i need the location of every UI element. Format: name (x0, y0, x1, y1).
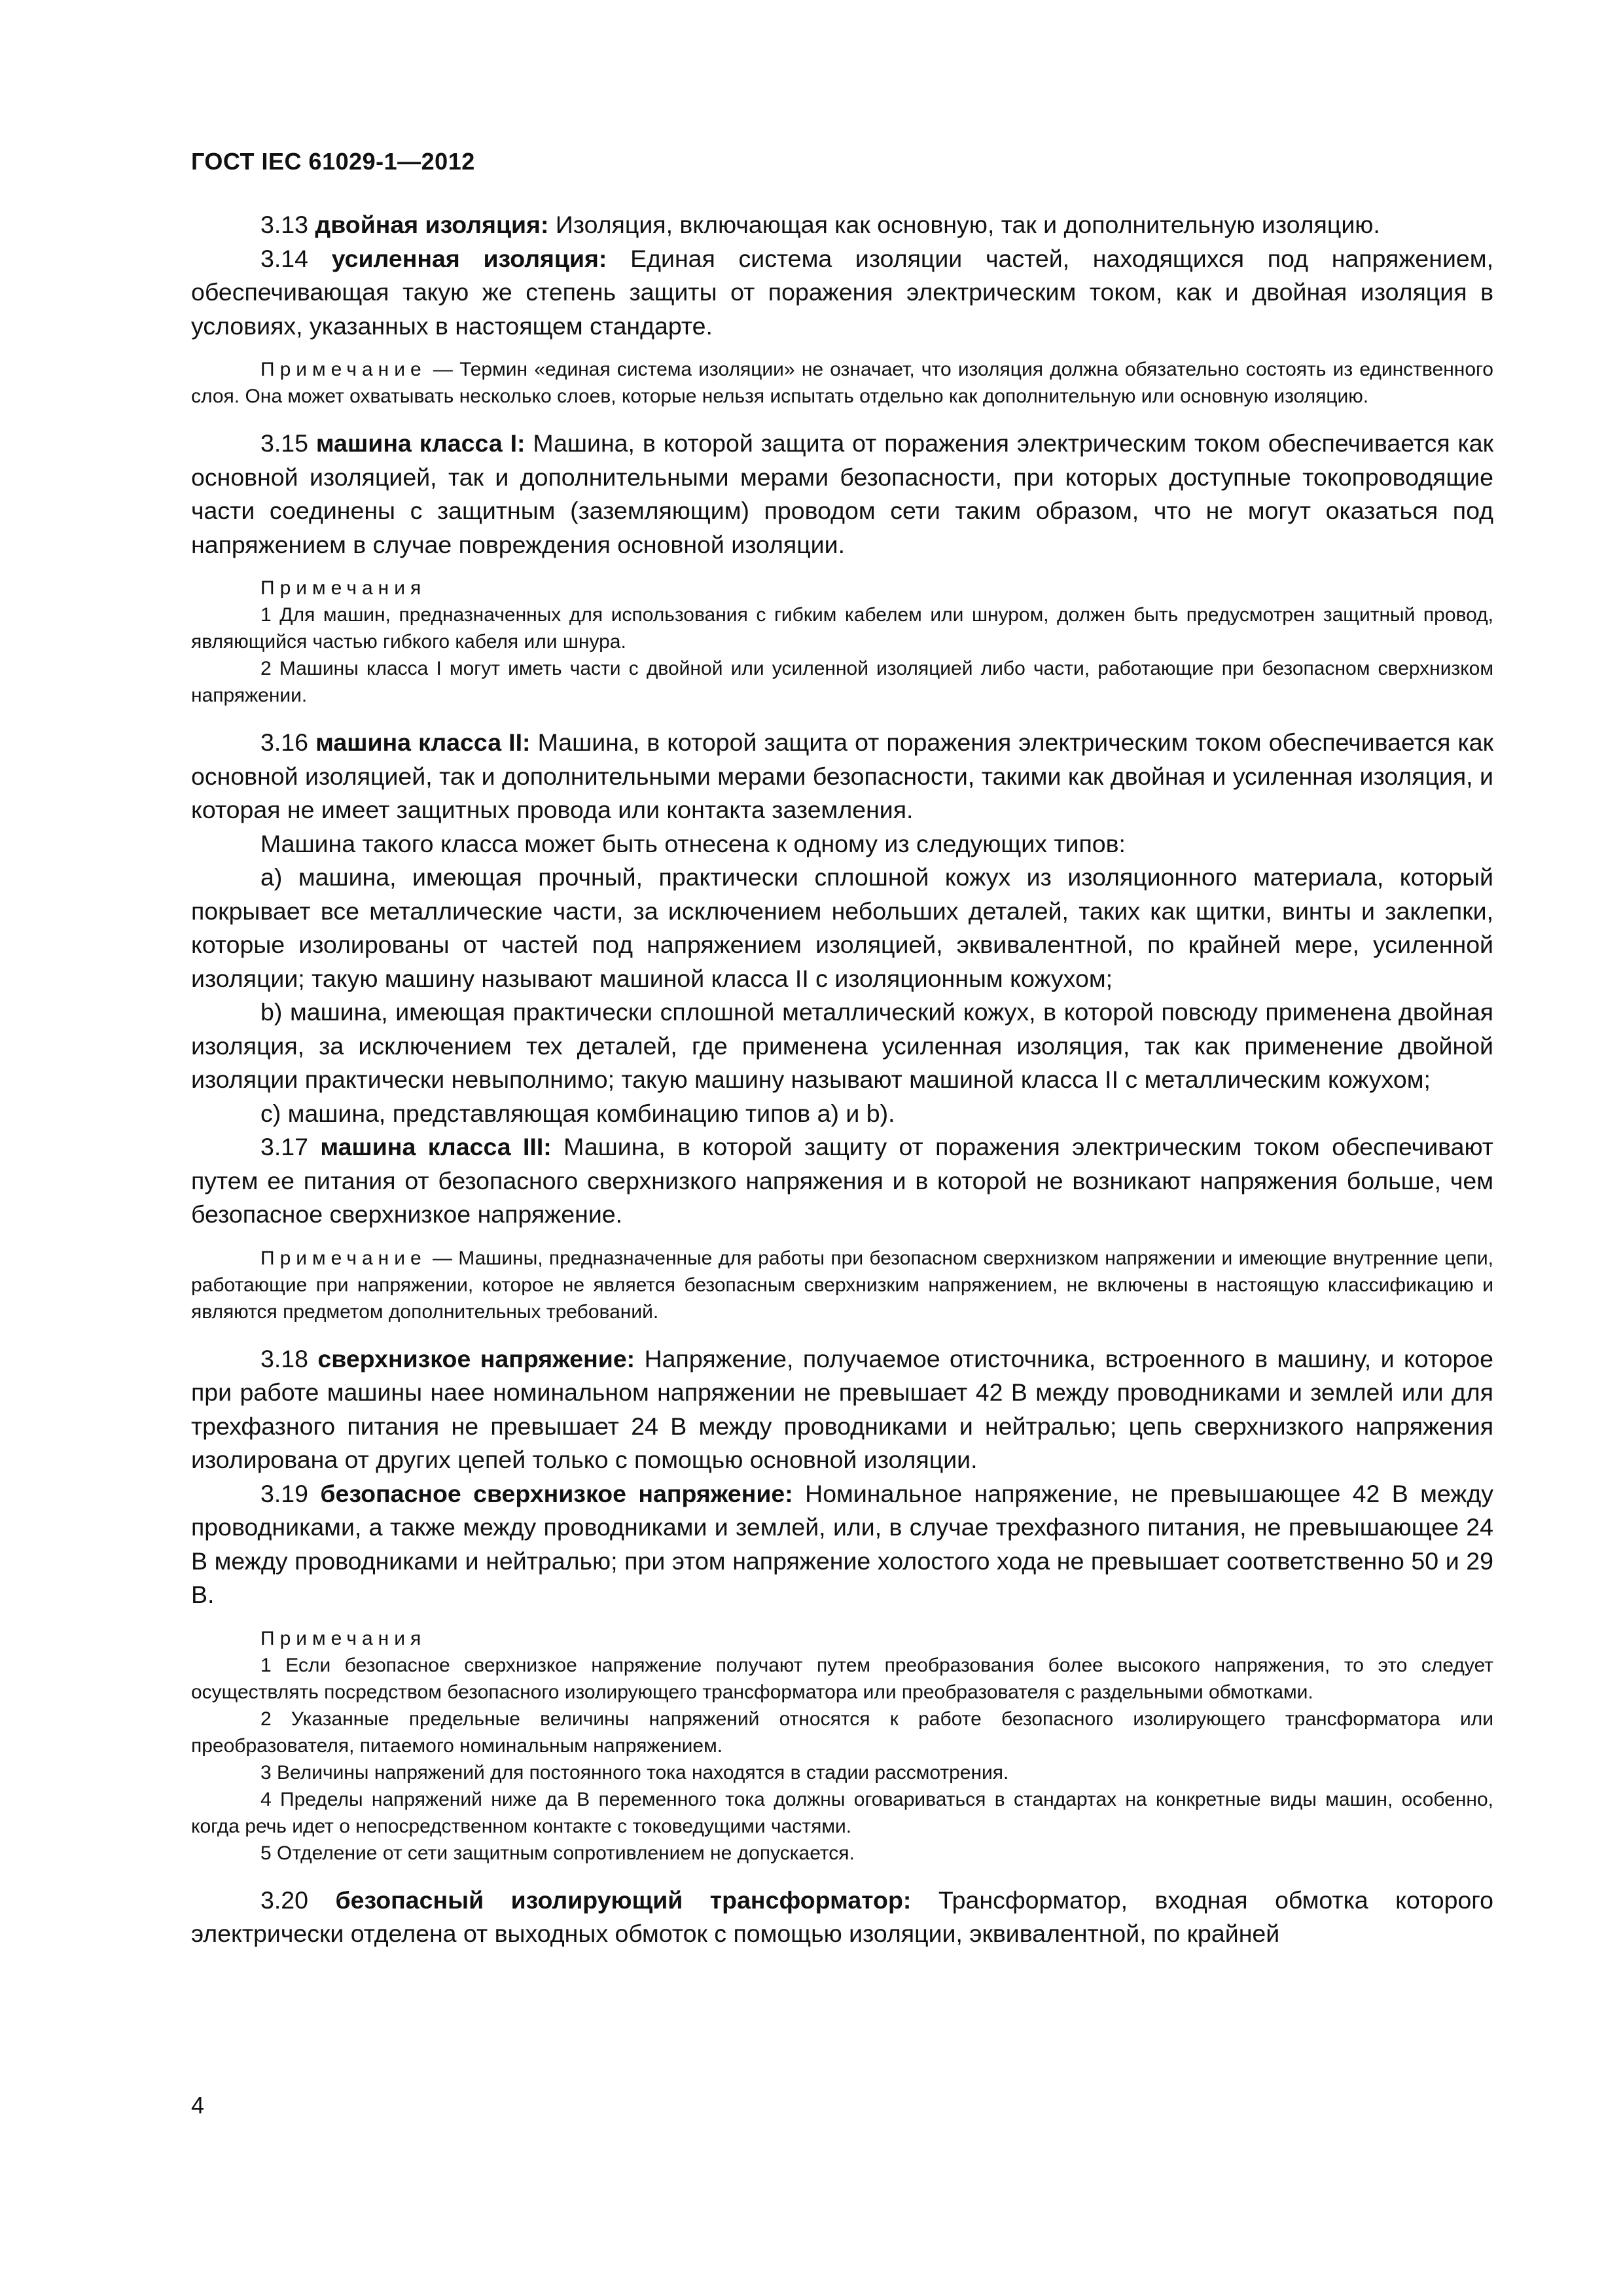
clause-3-17: 3.17 машина класса III: Машина, в которой защиту от поражения электрическим током обеспечивают путем ее питания от безопасного сверхнизкого напряжения и в которой не возникают напряжения больше, чем безопасное сверхнизкое напряжение. (191, 1133, 1493, 1228)
note-item: 1 Если безопасное сверхнизкое напряжение получают путем преобразования более высокого напряжения, то это следует осуществлять посредством безопасного изолирующего трансформатора или преобразователя с раздельными обмотками. (191, 1654, 1493, 1703)
clause-3-19: 3.19 безопасное сверхнизкое напряжение: Номинальное напряжение, не превышающее 42 В между проводниками, а также между проводниками и землей, или, в случае трехфазного питания, не превышающее 24 В между проводниками и нейтралью; при этом напряжение холостого хода не превышает соответственно 50 и 29 В. (191, 1479, 1494, 1608)
clause-3-20: 3.20 безопасный изолирующий трансформатор: Трансформатор, входная обмотка которого электрически отделена от выходных обмоток с помощью изоляции, эквивалентной, по крайней (191, 1886, 1494, 1947)
term: машина класса I: (315, 429, 526, 457)
note-item: 1 Для машин, предназначенных для использования с гибким кабелем или шнуром, должен быть предусмотрен защитный провод, являющийся частью гибкого кабеля или шнура. (191, 604, 1493, 653)
note-item: 3 Величины напряжений для постоянного тока находятся в стадии рассмотрения. (260, 1761, 1009, 1784)
note-item: 5 Отделение от сети защитным сопротивлением не допускается. (260, 1842, 855, 1864)
clause-3-15: 3.15 машина класса I: Машина, в которой защита от поражения электрическим током обеспечивается как основной изоляцией, так и дополнительными мерами безопасности, при которых доступные токопроводящие части соединены с защитным (заземляющим) проводом сети таким образом, что не могут оказаться под напряжением в случае повреждения основной изоляции. (191, 429, 1494, 558)
list-item: a) машина, имеющая прочный, практически сплошной кожух из изоляционного материала, который покрывает все металлические части, за исключением небольших деталей, таких как щитки, винты и заклепки, которые изолированы от частей под напряжением изоляцией, эквивалентной, по крайней мере, усиленной изоляции; такую машину называют машиной класса II с изоляционным кожухом; (191, 863, 1493, 992)
term: усиленная изоляция: (331, 244, 607, 272)
term: машина класса III: (320, 1133, 552, 1160)
term: двойная изоляция: (315, 211, 549, 238)
term: сверхнизкое напряжение: (317, 1344, 635, 1372)
note-item: 2 Указанные предельные величины напряжений относятся к работе безопасного изолирующего трансформатора или преобразователя, питаемого номинальным напряжением. (191, 1708, 1493, 1757)
note-label: Примечание (260, 1247, 427, 1269)
document-body (191, 208, 1493, 1951)
clause-3-13: 3.13 двойная изоляция: Изоляция, включающая как основную, так и дополнительную изоляцию. (260, 211, 1380, 238)
term: безопасный изолирующий трансформатор: (335, 1886, 912, 1914)
term: машина класса II: (315, 728, 531, 756)
term: безопасное сверхнизкое напряжение: (320, 1479, 793, 1507)
note-item: 4 Пределы напряжений ниже да В переменного тока должны оговариваться в стандартах на конкретные виды машин, особенно, когда речь идет о непосредственном контакте с токоведущими частями. (191, 1788, 1493, 1837)
note-item: 2 Машины класса I могут иметь части с двойной или усиленной изоляцией либо части, работающие при безопасном сверхнизком напряжении. (191, 658, 1493, 706)
list-item: b) машина, имеющая практически сплошной металлический кожух, в которой повсюду применена двойная изоляция, за исключением тех деталей, где применена усиленная изоляция, так как применение двойной изоляции практически невыполнимо; такую машину называют машиной класса II с металлическим кожухом; (191, 998, 1493, 1093)
note-3-17: Примечание — Машины, предназначенные для работы при безопасном сверхнизком напряжении и имеющие внутренние цепи, работающие при напряжении, которое не является безопасным сверхнизким напряжением, не включены в настоящую классификацию и являются предметом дополнительных требований. (191, 1247, 1494, 1323)
clause-3-18: 3.18 сверхнизкое напряжение: Напряжение, получаемое отисточника, встроенного в машину, и которое при работе машины наее номинальном напряжении не превышает 42 В между проводниками и землей или для трехфазного питания не превышает 24 В между проводниками и нейтралью; цепь сверхнизкого напряжения изолирована от других цепей только с помощью основной изоляции. (191, 1344, 1494, 1473)
clause-3-14: 3.14 усиленная изоляция: Единая система изоляции частей, находящихся под напряжением, обеспечивающая такую же степень защиты от поражения электрическим током, как и двойная изоляция в условиях, указанных в настоящем стандарте. (191, 244, 1493, 340)
list-item: c) машина, представляющая комбинацию типов а) и b). (260, 1099, 895, 1127)
clause-3-16: 3.16 машина класса II: Машина, в которой защита от поражения электрическим током обеспечивается как основной изоляцией, так и дополнительными мерами безопасности, такими как двойная и усиленная изоляция, и которая не имеет защитных провода или контакта заземления. (191, 728, 1493, 823)
notes-3-19-label: Примечания (260, 1627, 427, 1649)
clause-3-16-intro: Машина такого класса может быть отнесена к одному из следующих типов: (260, 829, 1126, 857)
note-label: Примечание (260, 359, 427, 380)
notes-3-15-label: Примечания (260, 577, 427, 599)
note-3-14: Примечание — Термин «единая система изоляции» не означает, что изоляция должна обязательно состоять из единственного слоя. Она может охватывать несколько слоев, которые нельзя испытать отдельно как дополнительную или основную изоляцию. (191, 359, 1493, 407)
page-number: 4 (191, 2092, 205, 2119)
document-header: ГОСТ IEC 61029-1—2012 (191, 148, 475, 175)
